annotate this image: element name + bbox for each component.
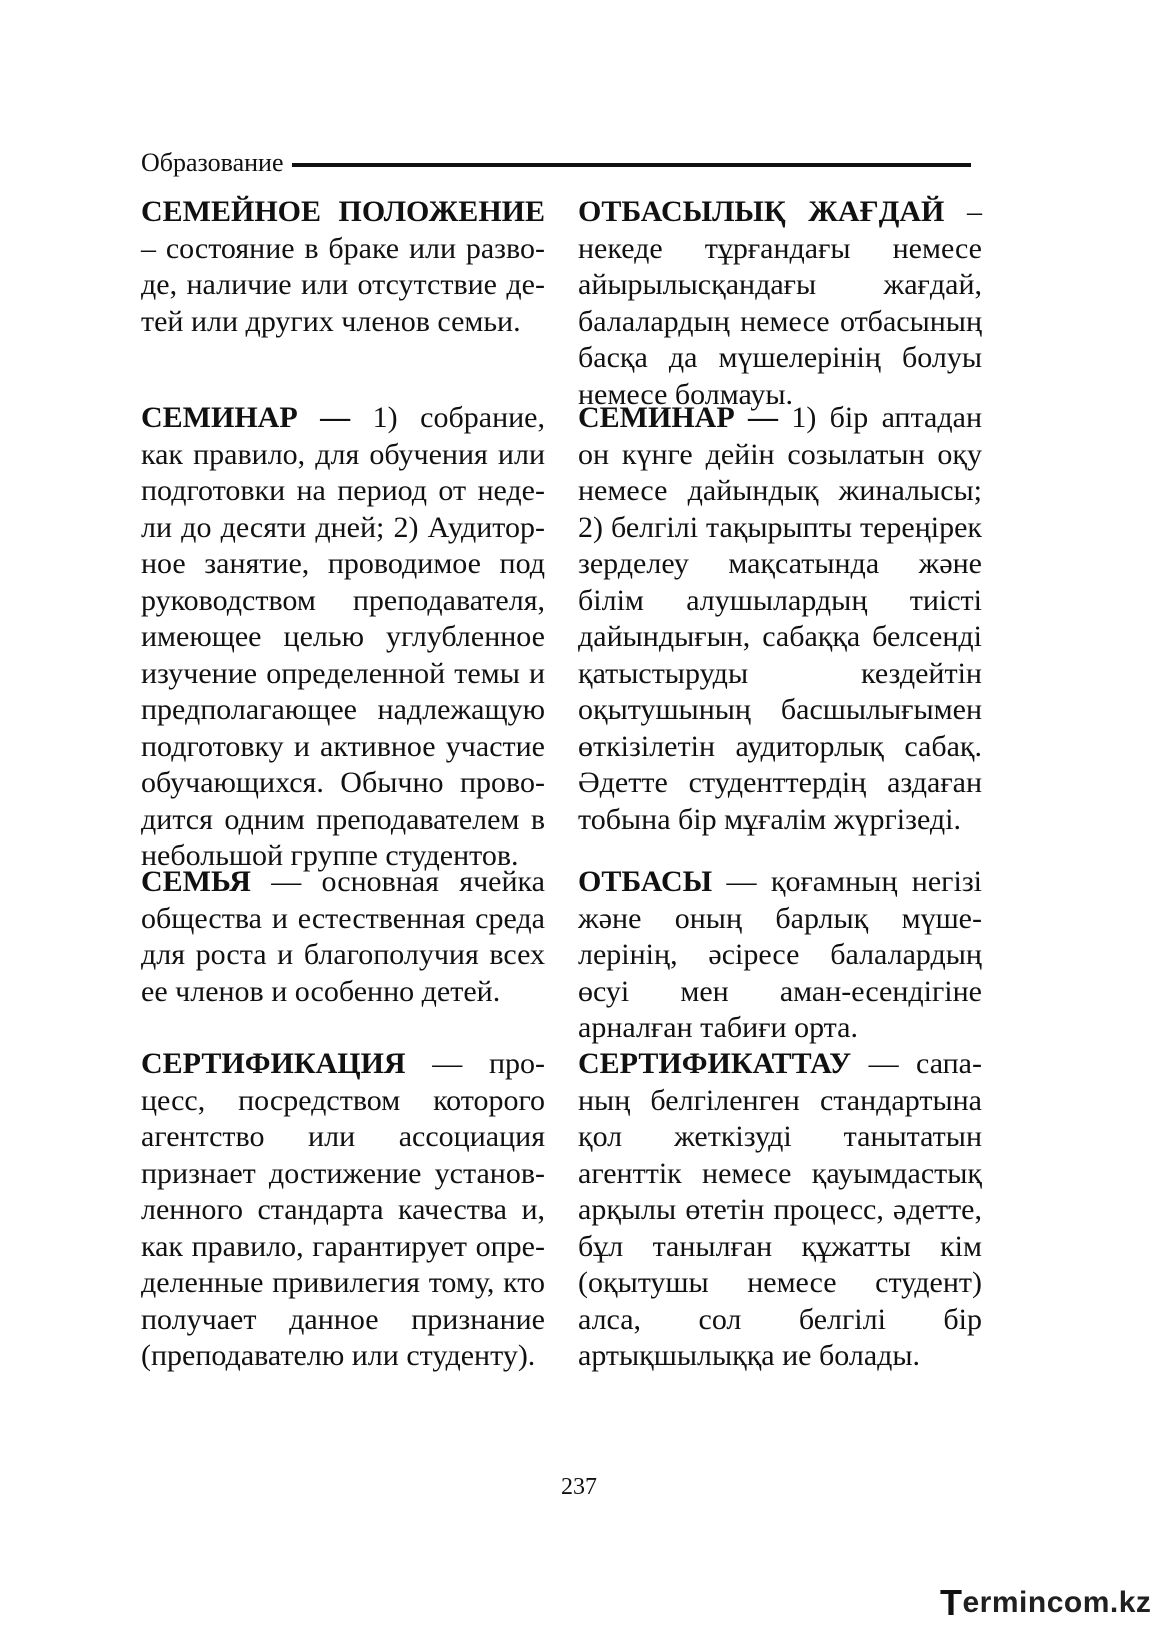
- entry-term: ОТБАСЫЛЫҚ ЖАҒДАЙ: [578, 195, 945, 228]
- entry-otbasylyq-zhagday: [578, 194, 982, 413]
- entry-term: СЕМИНАР —: [141, 401, 351, 434]
- entry-text: — процесс, посредством которого агентство или ассоциация признает достижение установленного стандарта качества и, как правило, гарантирует определенные привилегия тому, кто получает данное признание (преподавателю или студенту).: [141, 1047, 545, 1372]
- entry-semya: [141, 864, 545, 1010]
- entry-seminar-kz: [578, 400, 982, 838]
- entry-text: — қоғамның негізі және оның барлық мүшелерінің, әсіресе балалардың өсуі мен аман-есендігіне арналған табиғи орта.: [578, 865, 982, 1044]
- section-title: Образование: [141, 148, 284, 177]
- entry-text: 1) бір аптадан он күнге дейін созылатын оқу немесе дайындық жиналысы; 2) белгілі тақырыпты тереңірек зерделеу мақсатында және білім алушылардың тиісті дайындығын, сабаққа белсенді қатыстыруды кездейтін оқытушының басшылығымен өткізілетін аудиторлық сабақ. Әдетте студенттердің аздаған тобына бір мұғалім жүргізеді.: [578, 401, 982, 836]
- header-rule: [292, 163, 971, 167]
- entry-otbasy: [578, 864, 982, 1047]
- entry-text: — сапаның белгіленген стандартына қол жеткізуді танытатын агенттік немесе қауымдастық арқылы өтетін процесс, әдетте, бұл танылған құжатты кім (оқытушы немесе студент) алса, сол белгілі бір артықшылыққа ие болады.: [578, 1047, 982, 1372]
- page-number: 237: [561, 1474, 597, 1500]
- entry-sertifikatsiya: [141, 1046, 545, 1375]
- running-header: [141, 146, 971, 180]
- entry-sertifikattau: [578, 1046, 982, 1375]
- entry-seminar-ru: [141, 400, 545, 875]
- entry-term: СЕРТИФИКАТТАУ: [578, 1047, 852, 1080]
- watermark-text: ermincom.kz: [962, 1586, 1152, 1619]
- entry-text: — основная ячейка общества и естественная среда для роста и благополучия всех ее членов и особенно детей.: [141, 865, 545, 1008]
- entry-term: СЕМЕЙНОЕ ПОЛОЖЕНИЕ: [141, 195, 545, 228]
- entry-term: ОТБАСЫ: [578, 865, 713, 898]
- entry-term: СЕРТИФИКАЦИЯ: [141, 1047, 406, 1080]
- entry-term: СЕМЬЯ: [141, 865, 251, 898]
- entry-term: СЕМИНАР —: [578, 401, 778, 434]
- entry-text: – некеде тұрғандағы немесе айырылысқандағы жағдай, балалардың немесе отбасының басқа да мүшелерінің болуы немесе болмауы.: [578, 195, 983, 411]
- entry-semeynoe-polozhenie: [141, 194, 545, 340]
- termincom-watermark: [940, 1583, 1151, 1623]
- watermark-initial: T: [940, 1582, 963, 1623]
- entry-text: 1) собрание, как правило, для обучения или подготовки на период от недели до десяти дней; 2) Аудиторное занятие, проводимое под руководством преподавателя, имеющее целью углубленное изучение определенной темы и предполагающее надлежащую подготовку и активное участие обучающихся. Обычно проводится одним преподавателем в небольшой группе студентов.: [141, 401, 546, 872]
- entry-text: – состояние в браке или разводе, наличие или отсутствие детей или других членов семьи.: [141, 231, 545, 338]
